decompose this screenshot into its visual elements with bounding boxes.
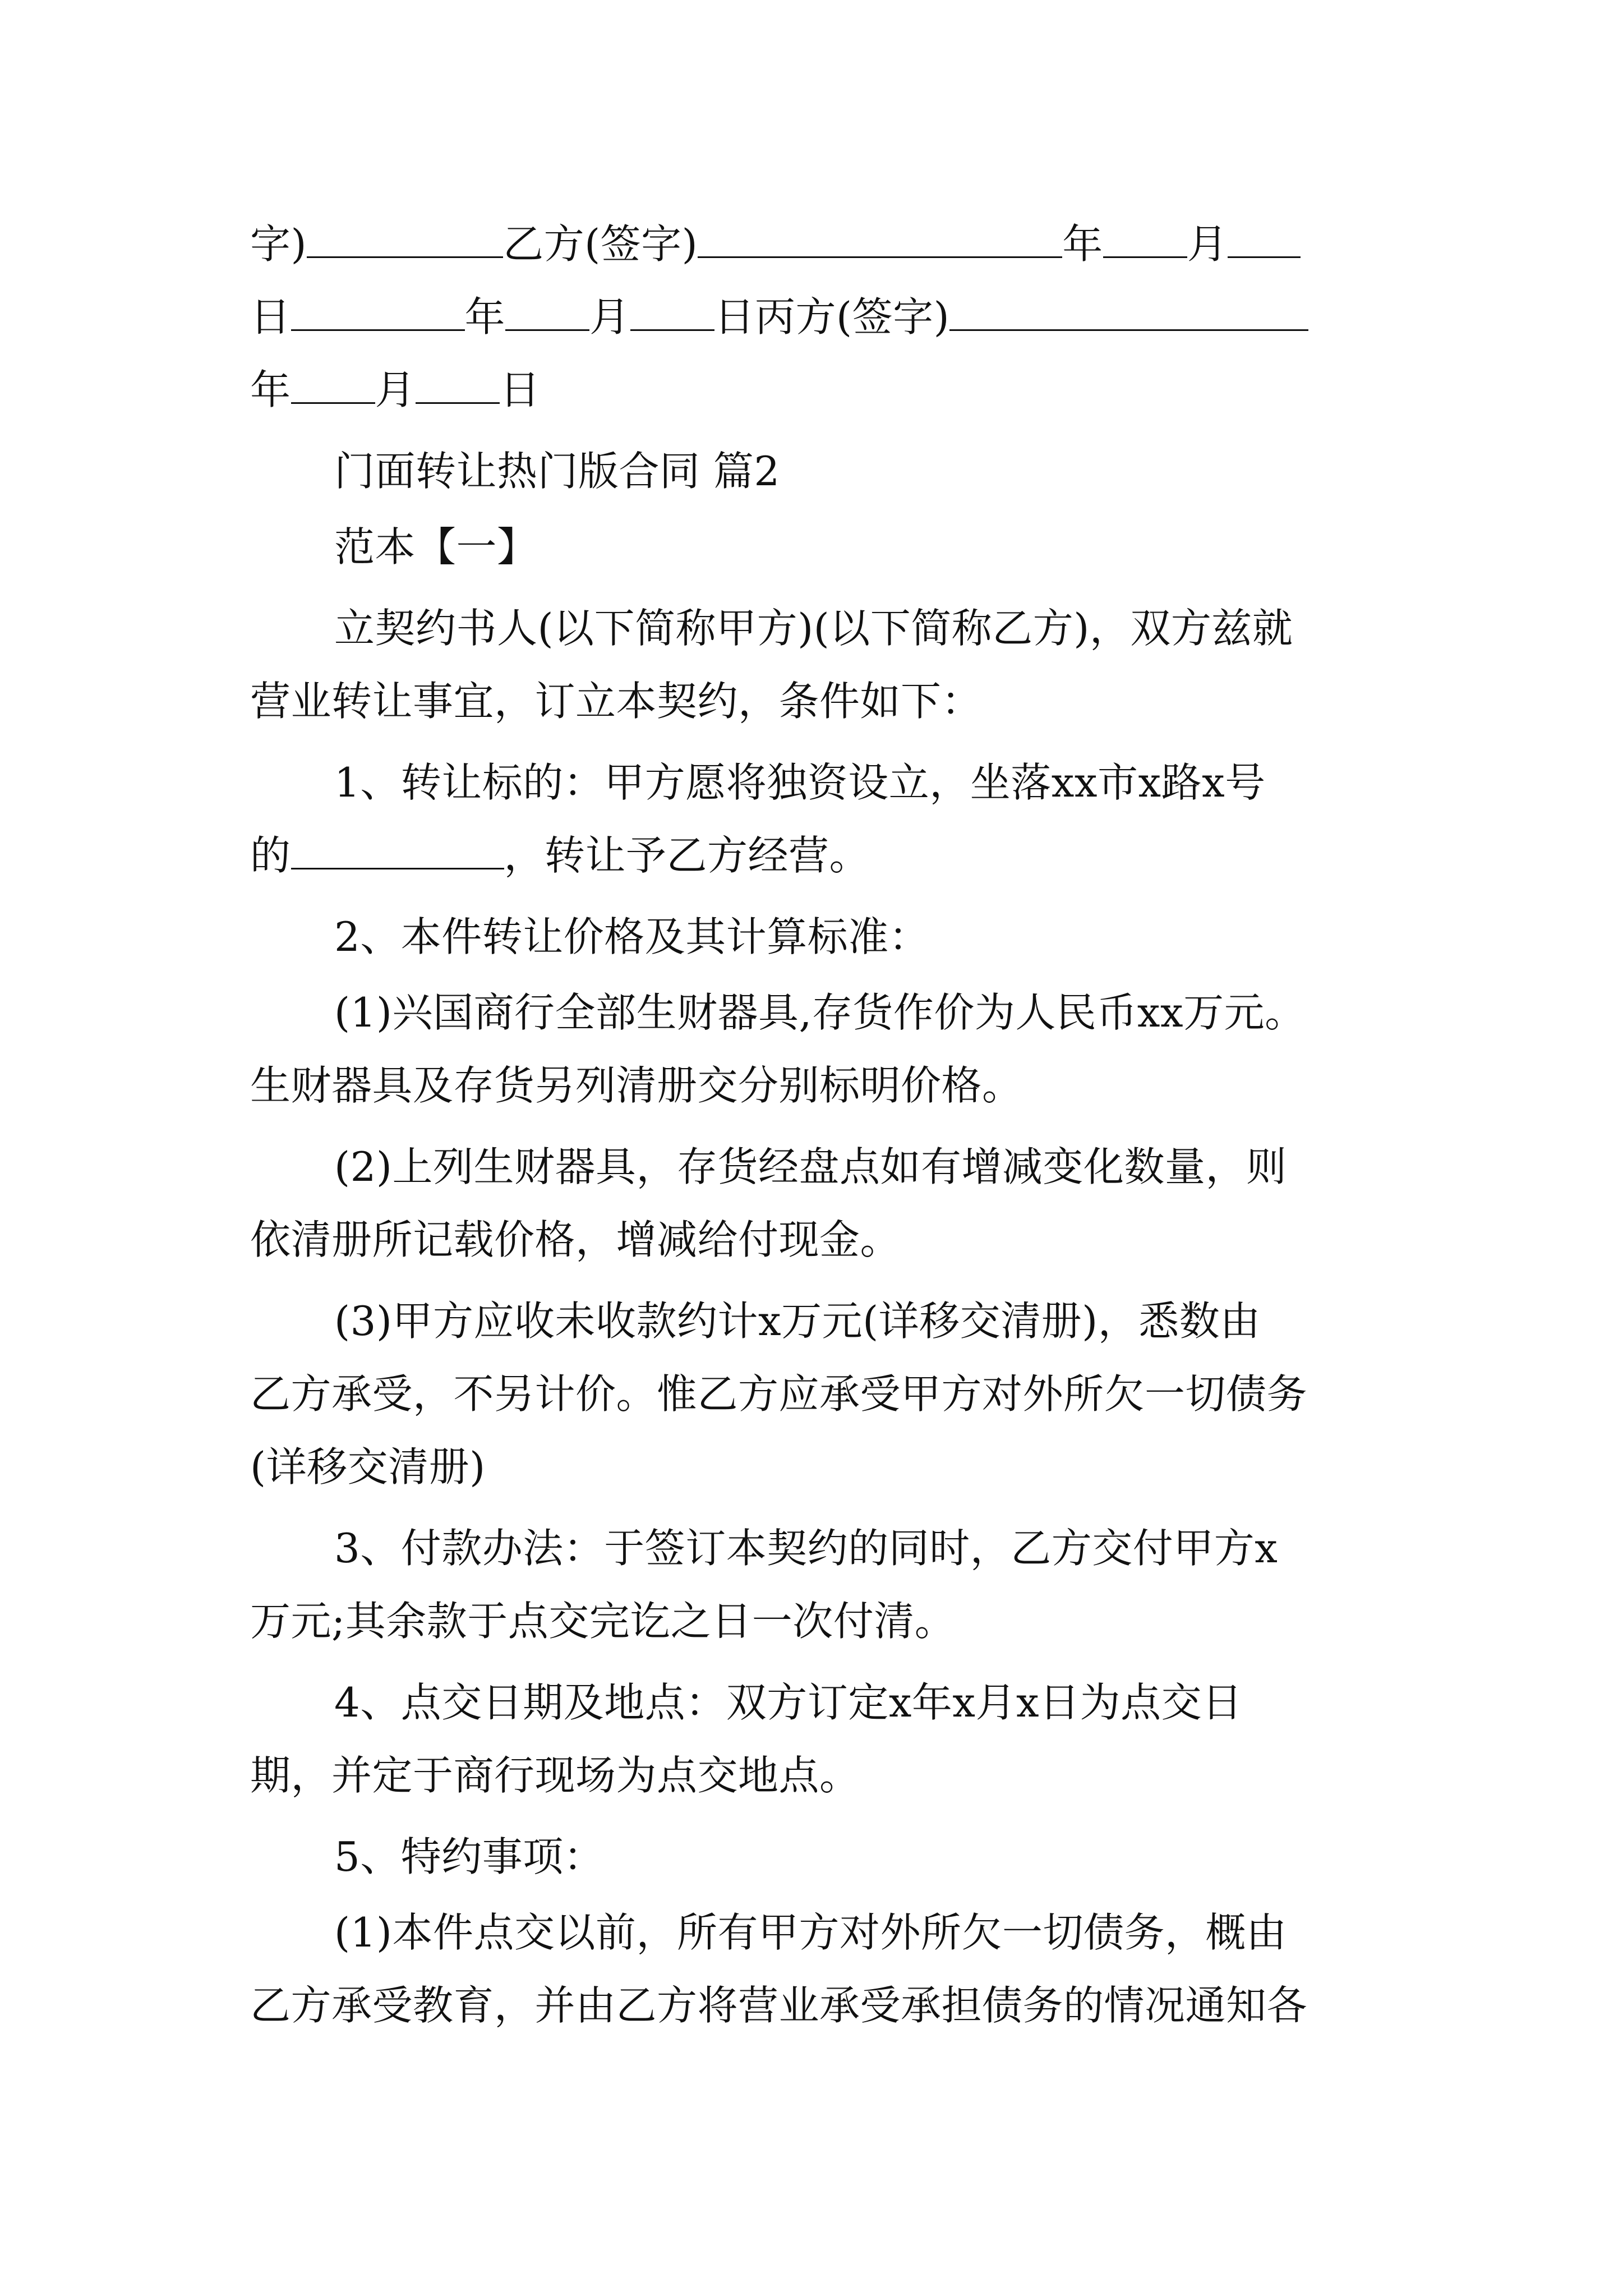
paragraph-line: 立契约书人(以下简称甲方)(以下简称乙方)，双方兹就 [334, 605, 1293, 652]
text: 日 [500, 366, 541, 413]
paragraph-line: (2)上列生财器具，存货经盘点如有增减变化数量，则 [334, 1143, 1287, 1190]
section-title: 门面转让热门版合同 篇2 [334, 448, 780, 495]
blank-underline [291, 831, 504, 869]
paragraph-line: (详移交清册) [250, 1443, 486, 1490]
signature-line-3 [250, 362, 1390, 418]
text: 年 [250, 366, 291, 413]
paragraph-line: 4、点交日期及地点：双方订定x年x月x日为点交日 [334, 1679, 1243, 1726]
text: 乙方(签字) [503, 220, 698, 268]
signature-line-1 [250, 216, 1390, 272]
document-page [250, 0, 1390, 2296]
blank-underline [1103, 219, 1187, 258]
blank-underline [630, 292, 714, 331]
text: 日丙方(签字) [714, 293, 950, 341]
paragraph-line: 依清册所记载价格，增减给付现金。 [250, 1216, 901, 1263]
text: 月 [1187, 220, 1228, 268]
text: 日 [250, 293, 291, 341]
text: ，转让予乙方经营。 [504, 832, 870, 879]
blank-underline [698, 219, 1062, 258]
paragraph-line: 万元;其余款于点交完讫之日一次付清。 [250, 1598, 956, 1645]
paragraph-line: 乙方承受，不另计价。惟乙方应承受甲方对外所欠一切债务 [250, 1370, 1308, 1418]
text: 月 [589, 293, 630, 341]
paragraph-line: 乙方承受教育，并由乙方将营业承受承担债务的情况通知各 [250, 1982, 1308, 2029]
paragraph-line: 期，并定于商行现场为点交地点。 [250, 1752, 860, 1799]
text: 的 [250, 832, 291, 879]
blank-underline [949, 292, 1308, 331]
template-label: 范本【一】 [334, 523, 538, 570]
paragraph-line: (1)兴国商行全部生财器具,存货作价为人民币xx万元。 [334, 989, 1306, 1036]
blank-underline [505, 292, 589, 331]
text: 年 [464, 293, 506, 341]
paragraph-line: 营业转让事宜，订立本契约，条件如下： [250, 678, 983, 725]
paragraph-line: 3、付款办法：于签订本契约的同时，乙方交付甲方x [334, 1525, 1278, 1572]
blank-underline [1228, 219, 1301, 258]
blank-underline [307, 219, 503, 258]
blank-underline [291, 365, 375, 404]
text: 年 [1062, 220, 1103, 268]
paragraph-line: (3)甲方应收未收款约计x万元(详移交清册)，悉数由 [334, 1297, 1261, 1345]
paragraph-line: 5、特约事项： [334, 1833, 605, 1880]
paragraph-line: 2、本件转让价格及其计算标准： [334, 913, 930, 960]
text: 字) [250, 220, 307, 268]
paragraph-line: 生财器具及存货另列清册交分别标明价格。 [250, 1062, 1023, 1109]
paragraph-line: (1)本件点交以前，所有甲方对外所欠一切债务，概由 [334, 1909, 1287, 1956]
signature-line-2 [250, 289, 1390, 345]
blank-underline [291, 292, 465, 331]
text: 月 [375, 366, 416, 413]
paragraph-line: 1、转让标的：甲方愿将独资设立，坐落xx市x路x号 [334, 759, 1266, 806]
blank-underline [416, 365, 500, 404]
paragraph-line [250, 827, 1390, 884]
